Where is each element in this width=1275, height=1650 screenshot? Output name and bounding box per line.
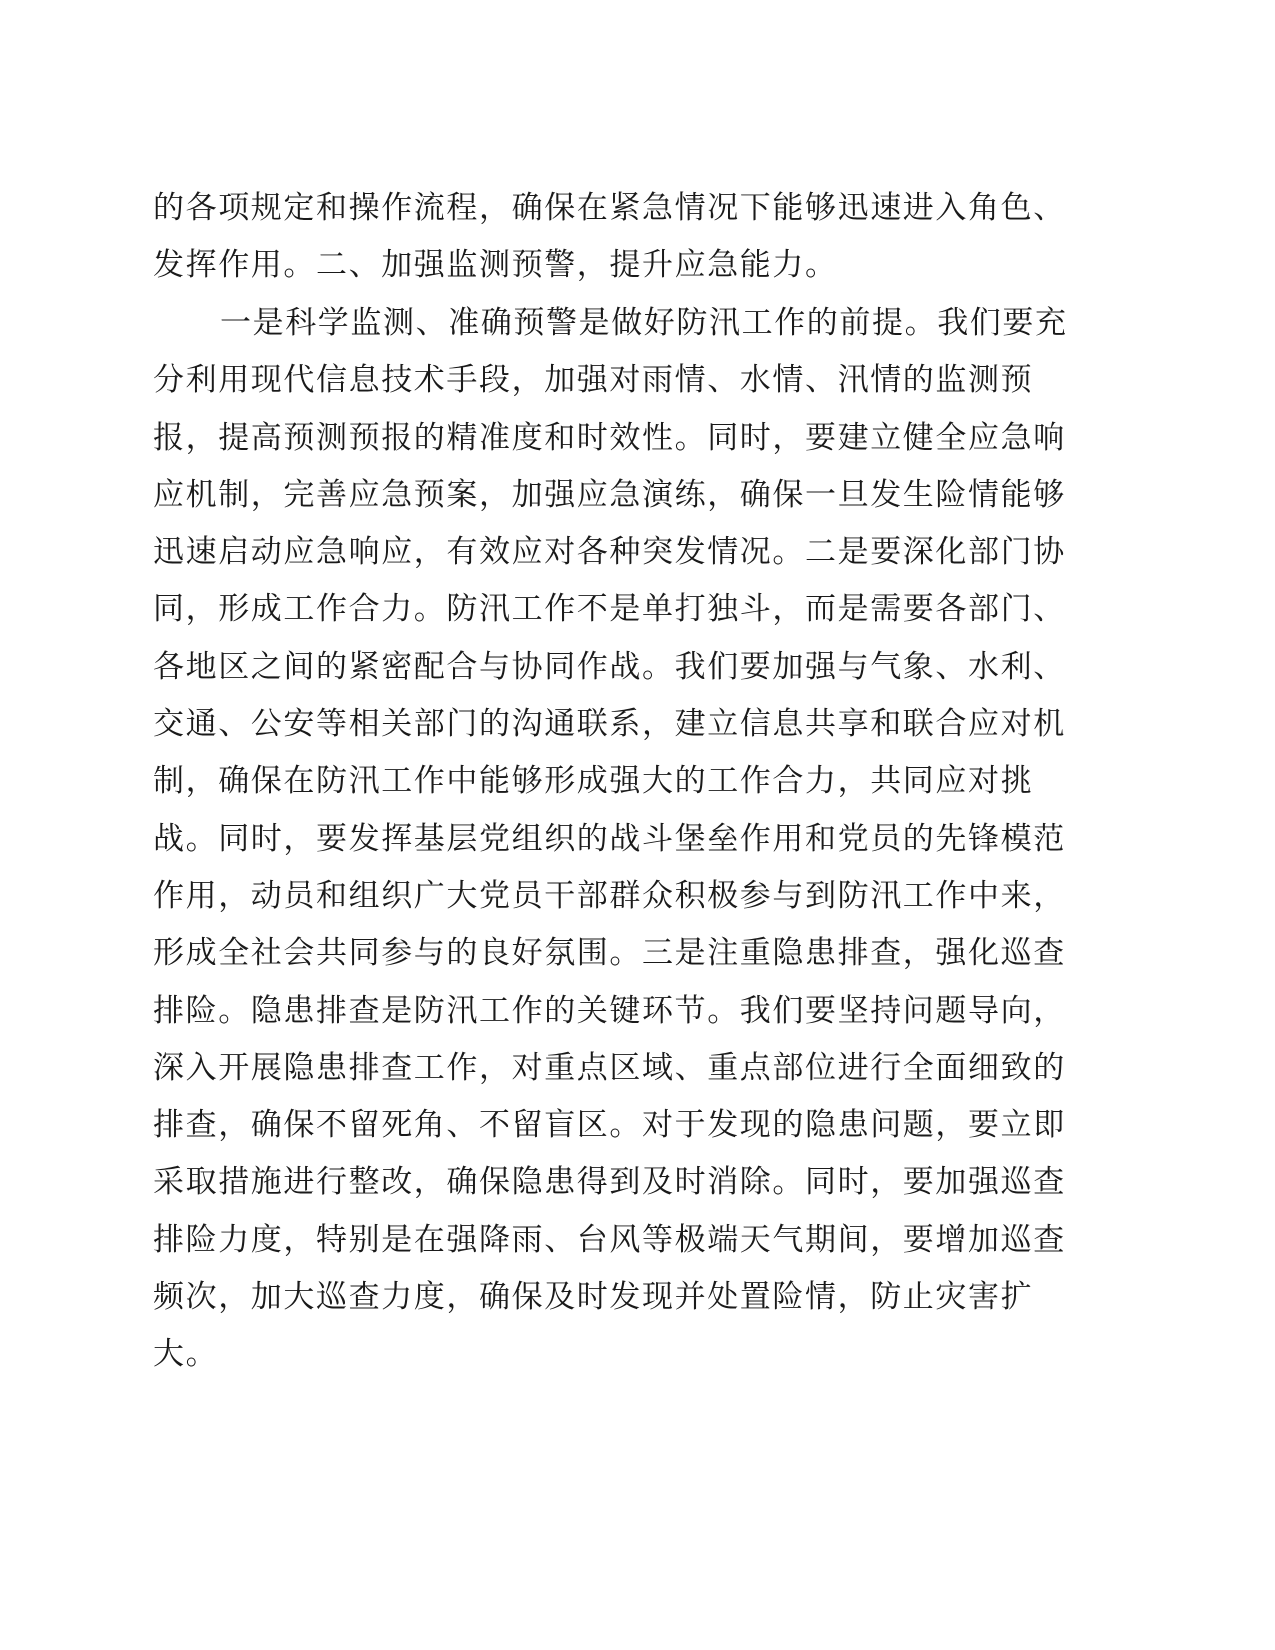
text-line: 排险力度，特别是在强降雨、台风等极端天气期间，要增加巡查 (153, 1221, 1066, 1258)
text-line: 战。同时，要发挥基层党组织的战斗堡垒作用和党员的先锋模范 (153, 820, 1066, 857)
paragraph-monitoring (153, 295, 1093, 1384)
text-line: 大。 (153, 1336, 219, 1373)
text-line: 频次，加大巡查力度，确保及时发现并处置险情，防止灾害扩 (153, 1279, 1034, 1316)
text-line: 排险。隐患排查是防汛工作的关键环节。我们要坚持问题导向， (153, 992, 1066, 1029)
text-line: 同，形成工作合力。防汛工作不是单打独斗，而是需要各部门、 (153, 591, 1066, 628)
text-line: 报，提高预测预报的精准度和时效性。同时，要建立健全应急响 (153, 419, 1066, 456)
text-line: 制，确保在防汛工作中能够形成强大的工作合力，共同应对挑 (153, 763, 1034, 800)
text-line: 排查，确保不留死角、不留盲区。对于发现的隐患问题，要立即 (153, 1107, 1066, 1144)
text-line: 一是科学监测、准确预警是做好防汛工作的前提。我们要充 (220, 305, 1068, 341)
text-line: 采取措施进行整改，确保隐患得到及时消除。同时，要加强巡查 (153, 1164, 1066, 1201)
text-line: 迅速启动应急响应，有效应对各种突发情况。二是要深化部门协 (153, 534, 1066, 571)
text-line: 形成全社会共同参与的良好氛围。三是注重隐患排查，强化巡查 (153, 935, 1066, 972)
text-line: 应机制，完善应急预案，加强应急演练，确保一旦发生险情能够 (153, 476, 1066, 513)
text-line: 深入开展隐患排查工作，对重点区域、重点部位进行全面细致的 (153, 1049, 1066, 1086)
text-line: 发挥作用。二、加强监测预警，提升应急能力。 (153, 247, 838, 284)
text-line: 的各项规定和操作流程，确保在紧急情况下能够迅速进入角色、 (153, 190, 1066, 226)
text-line: 分利用现代信息技术手段，加强对雨情、水情、汛情的监测预 (153, 362, 1034, 399)
text-line: 作用，动员和组织广大党员干部群众积极参与到防汛工作中来， (153, 877, 1066, 914)
paragraph-continued (153, 180, 1093, 295)
text-line: 各地区之间的紧密配合与协同作战。我们要加强与气象、水利、 (153, 648, 1066, 685)
text-line: 交通、公安等相关部门的沟通联系，建立信息共享和联合应对机 (153, 706, 1066, 743)
